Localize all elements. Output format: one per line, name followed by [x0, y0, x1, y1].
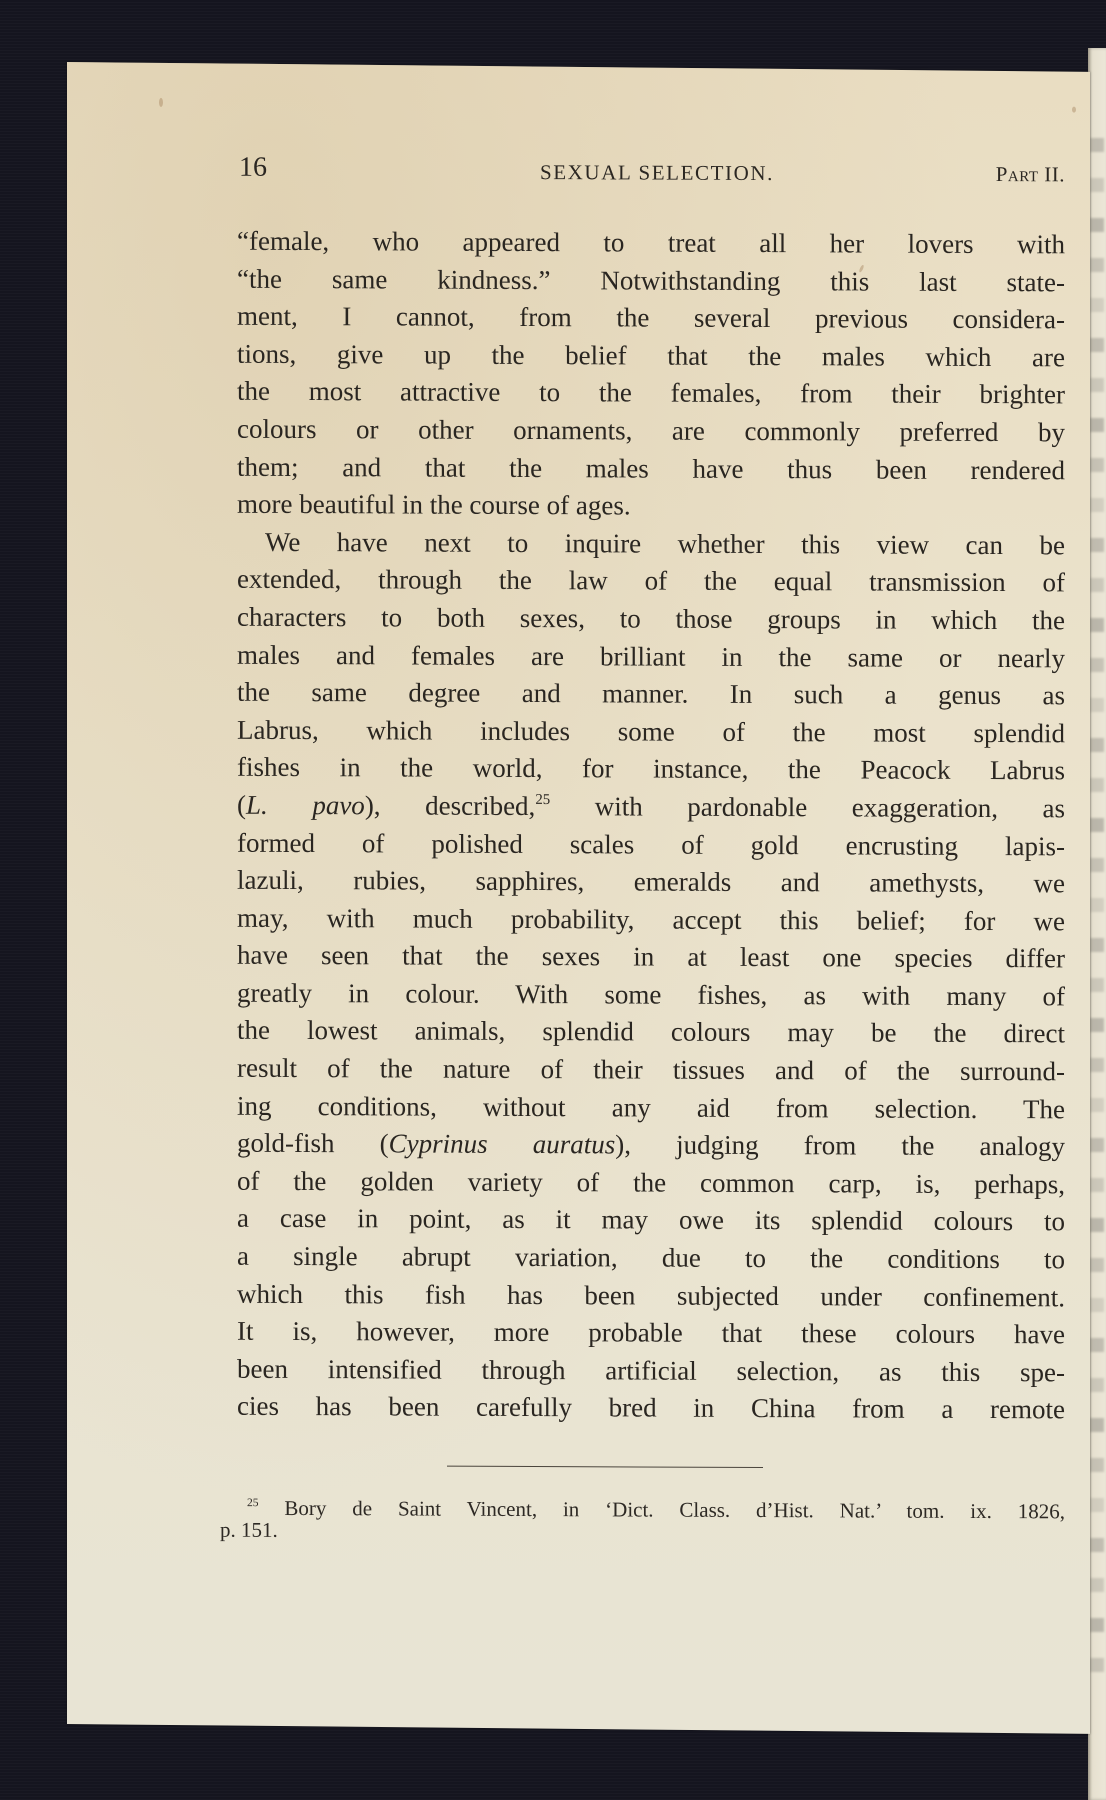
- italic-text: Cyprinus auratus: [388, 1128, 616, 1160]
- text-run: have seen that the sexes in at least one species differ: [237, 940, 1065, 974]
- show-through-mark: [1090, 938, 1104, 952]
- text-line: [237, 1050, 1065, 1091]
- text-run: them; and that the males have thus been rendered: [237, 451, 1065, 485]
- text-line: [237, 1125, 1065, 1166]
- text-line: [237, 223, 1065, 264]
- show-through-mark: [1090, 1258, 1104, 1272]
- show-through-mark: [1090, 178, 1104, 192]
- show-through-mark: [1090, 378, 1104, 392]
- text-run: gold-fish (: [237, 1127, 389, 1159]
- book-page: [67, 62, 1090, 1734]
- text-run: lazuli, rubies, sapphires, emeralds and amethysts, we: [237, 864, 1065, 899]
- text-line: [237, 824, 1065, 865]
- text-run: formed of polished scales of gold encrusting lapis-: [237, 827, 1065, 861]
- italic-text: L. pavo: [246, 789, 365, 821]
- text-run: fishes in the world, for instance, the Peacock Labrus: [237, 752, 1065, 786]
- text-line: [237, 862, 1065, 903]
- running-title: SEXUAL SELECTION.: [539, 160, 775, 186]
- show-through-mark: [1090, 538, 1104, 552]
- show-through-mark: [1090, 138, 1104, 152]
- text-run: greatly in colour. With some fishes, as with many of: [237, 977, 1065, 1012]
- text-line: [237, 1275, 1065, 1316]
- text-run: tions, give up the belief that the males which are: [237, 338, 1065, 373]
- adjacent-page-edges: [1088, 48, 1106, 1800]
- text-run: ), described,: [364, 790, 536, 821]
- show-through-mark: [1090, 1298, 1104, 1312]
- text-run: may, with much probability, accept this belief; for we: [237, 902, 1065, 937]
- text-run: It is, however, more probable that these colours have: [237, 1315, 1065, 1350]
- text-run: more beautiful in the course of ages.: [237, 488, 631, 521]
- text-line: [237, 1238, 1065, 1279]
- show-through-mark: [1090, 578, 1104, 592]
- text-run: “the same kindness.” Notwithstanding this last state-: [237, 263, 1065, 297]
- show-through-mark: [1090, 258, 1104, 272]
- text-run: a single abrupt variation, due to the conditions to: [237, 1240, 1065, 1275]
- show-through-mark: [1090, 698, 1104, 712]
- show-through-mark: [1090, 898, 1104, 912]
- show-through-mark: [1090, 1178, 1104, 1192]
- footnote-number: 25: [247, 1497, 259, 1510]
- text-run: cies has been carefully bred in China from a remote: [237, 1391, 1065, 1425]
- show-through-mark: [1090, 1458, 1104, 1472]
- text-run: the same degree and manner. In such a genus as: [237, 676, 1065, 711]
- show-through-mark: [1090, 298, 1104, 312]
- text-line: [237, 336, 1065, 377]
- text-run: extended, through the law of the equal transmission of: [237, 564, 1065, 598]
- text-line: [237, 411, 1065, 452]
- text-run: ing conditions, without any aid from selection. The: [237, 1090, 1065, 1125]
- show-through-mark: [1090, 218, 1104, 232]
- footnote-text: p. 151.: [220, 1517, 278, 1542]
- footnote-line: [220, 1497, 1065, 1523]
- part-label: Part II.: [995, 162, 1065, 187]
- text-line: [237, 749, 1065, 790]
- text-line: [237, 787, 1065, 828]
- footnote: [220, 1497, 1065, 1545]
- text-run: ment, I cannot, from the several previous considera-: [237, 300, 1065, 335]
- text-run: Labrus, which includes some of the most splendid: [237, 714, 1065, 749]
- text-line: [237, 1163, 1065, 1204]
- text-run: “female, who appeared to treat all her lovers with: [237, 225, 1065, 260]
- show-through-mark: [1090, 418, 1104, 432]
- text-line: [237, 711, 1065, 752]
- show-through-mark: [1090, 858, 1104, 872]
- show-through-mark: [1090, 1218, 1104, 1232]
- text-line: [237, 636, 1065, 677]
- show-through-mark: [1090, 338, 1104, 352]
- text-run: of the golden variety of the common carp, is, perhaps,: [237, 1165, 1065, 1200]
- text-line: [237, 1200, 1065, 1241]
- text-line: [237, 1351, 1065, 1392]
- text-line: [237, 1313, 1065, 1354]
- show-through-mark: [1090, 738, 1104, 752]
- page-number: 16: [239, 151, 267, 183]
- show-through-mark: [1090, 818, 1104, 832]
- show-through-mark: [1090, 1538, 1104, 1552]
- text-line: [237, 975, 1065, 1016]
- text-run: characters to both sexes, to those groups in which the: [237, 601, 1065, 636]
- show-through-mark: [1090, 1098, 1104, 1112]
- show-through-mark: [1090, 1338, 1104, 1352]
- show-through-mark: [1090, 458, 1104, 472]
- show-through-mark: [1090, 1618, 1104, 1632]
- text-run: with pardonable exaggeration, as: [550, 791, 1065, 824]
- text-line: [237, 937, 1065, 978]
- footnote-text: Bory de Saint Vincent, in ‘Dict. Class. d’Hist. Nat.’ tom. ix. 1826,: [284, 1495, 1066, 1524]
- text-run: result of the nature of their tissues and of the surround-: [237, 1052, 1065, 1087]
- text-line: [237, 373, 1065, 414]
- footnote-rule: [447, 1466, 763, 1468]
- text-line: [237, 1087, 1065, 1128]
- show-through-mark: [1090, 1418, 1104, 1432]
- show-through-mark: [1090, 658, 1104, 672]
- show-through-mark: [1090, 778, 1104, 792]
- show-through-mark: [1090, 978, 1104, 992]
- show-through-mark: [1090, 1378, 1104, 1392]
- text-line: [237, 1012, 1065, 1053]
- text-line: [237, 674, 1065, 715]
- text-run: been intensified through artificial selection, as this spe-: [237, 1353, 1065, 1388]
- text-run: which this fish has been subjected under confinement.: [237, 1278, 1065, 1312]
- show-through-mark: [1090, 1058, 1104, 1072]
- text-line: [237, 260, 1065, 301]
- text-line: [237, 448, 1065, 489]
- text-line: [237, 599, 1065, 640]
- show-through-mark: [1090, 1018, 1104, 1032]
- text-run: the lowest animals, splendid colours may be the direct: [237, 1015, 1065, 1049]
- body-text: [237, 223, 1065, 1430]
- show-through-mark: [1090, 498, 1104, 512]
- text-line: [237, 298, 1065, 339]
- show-through-mark: [1090, 1498, 1104, 1512]
- running-head: [239, 151, 1065, 189]
- text-line: [237, 561, 1065, 602]
- text-line: [237, 1388, 1065, 1429]
- text-run: ), judging from the analogy: [615, 1129, 1066, 1162]
- text-run: colours or other ornaments, are commonly preferred by: [237, 413, 1065, 448]
- text-run: the most attractive to the females, from their brighter: [237, 376, 1065, 410]
- text-line: [237, 899, 1065, 940]
- show-through-mark: [1090, 1138, 1104, 1152]
- show-through-mark: [1090, 1578, 1104, 1592]
- show-through-mark: [1090, 618, 1104, 632]
- footnote-reference: 25: [535, 791, 551, 808]
- text-run: males and females are brilliant in the same or nearly: [237, 639, 1065, 673]
- text-run: (: [237, 789, 246, 820]
- footnotes: [220, 1497, 1065, 1545]
- paragraph: [237, 523, 1065, 1429]
- paragraph: [237, 223, 1065, 527]
- text-line: [237, 486, 1065, 527]
- text-line: [237, 523, 1065, 564]
- page-content: [67, 62, 1090, 1728]
- text-run: a case in point, as it may owe its splendid colours to: [237, 1203, 1065, 1237]
- show-through-mark: [1090, 1658, 1104, 1672]
- text-run: We have next to inquire whether this view can be: [265, 526, 1065, 561]
